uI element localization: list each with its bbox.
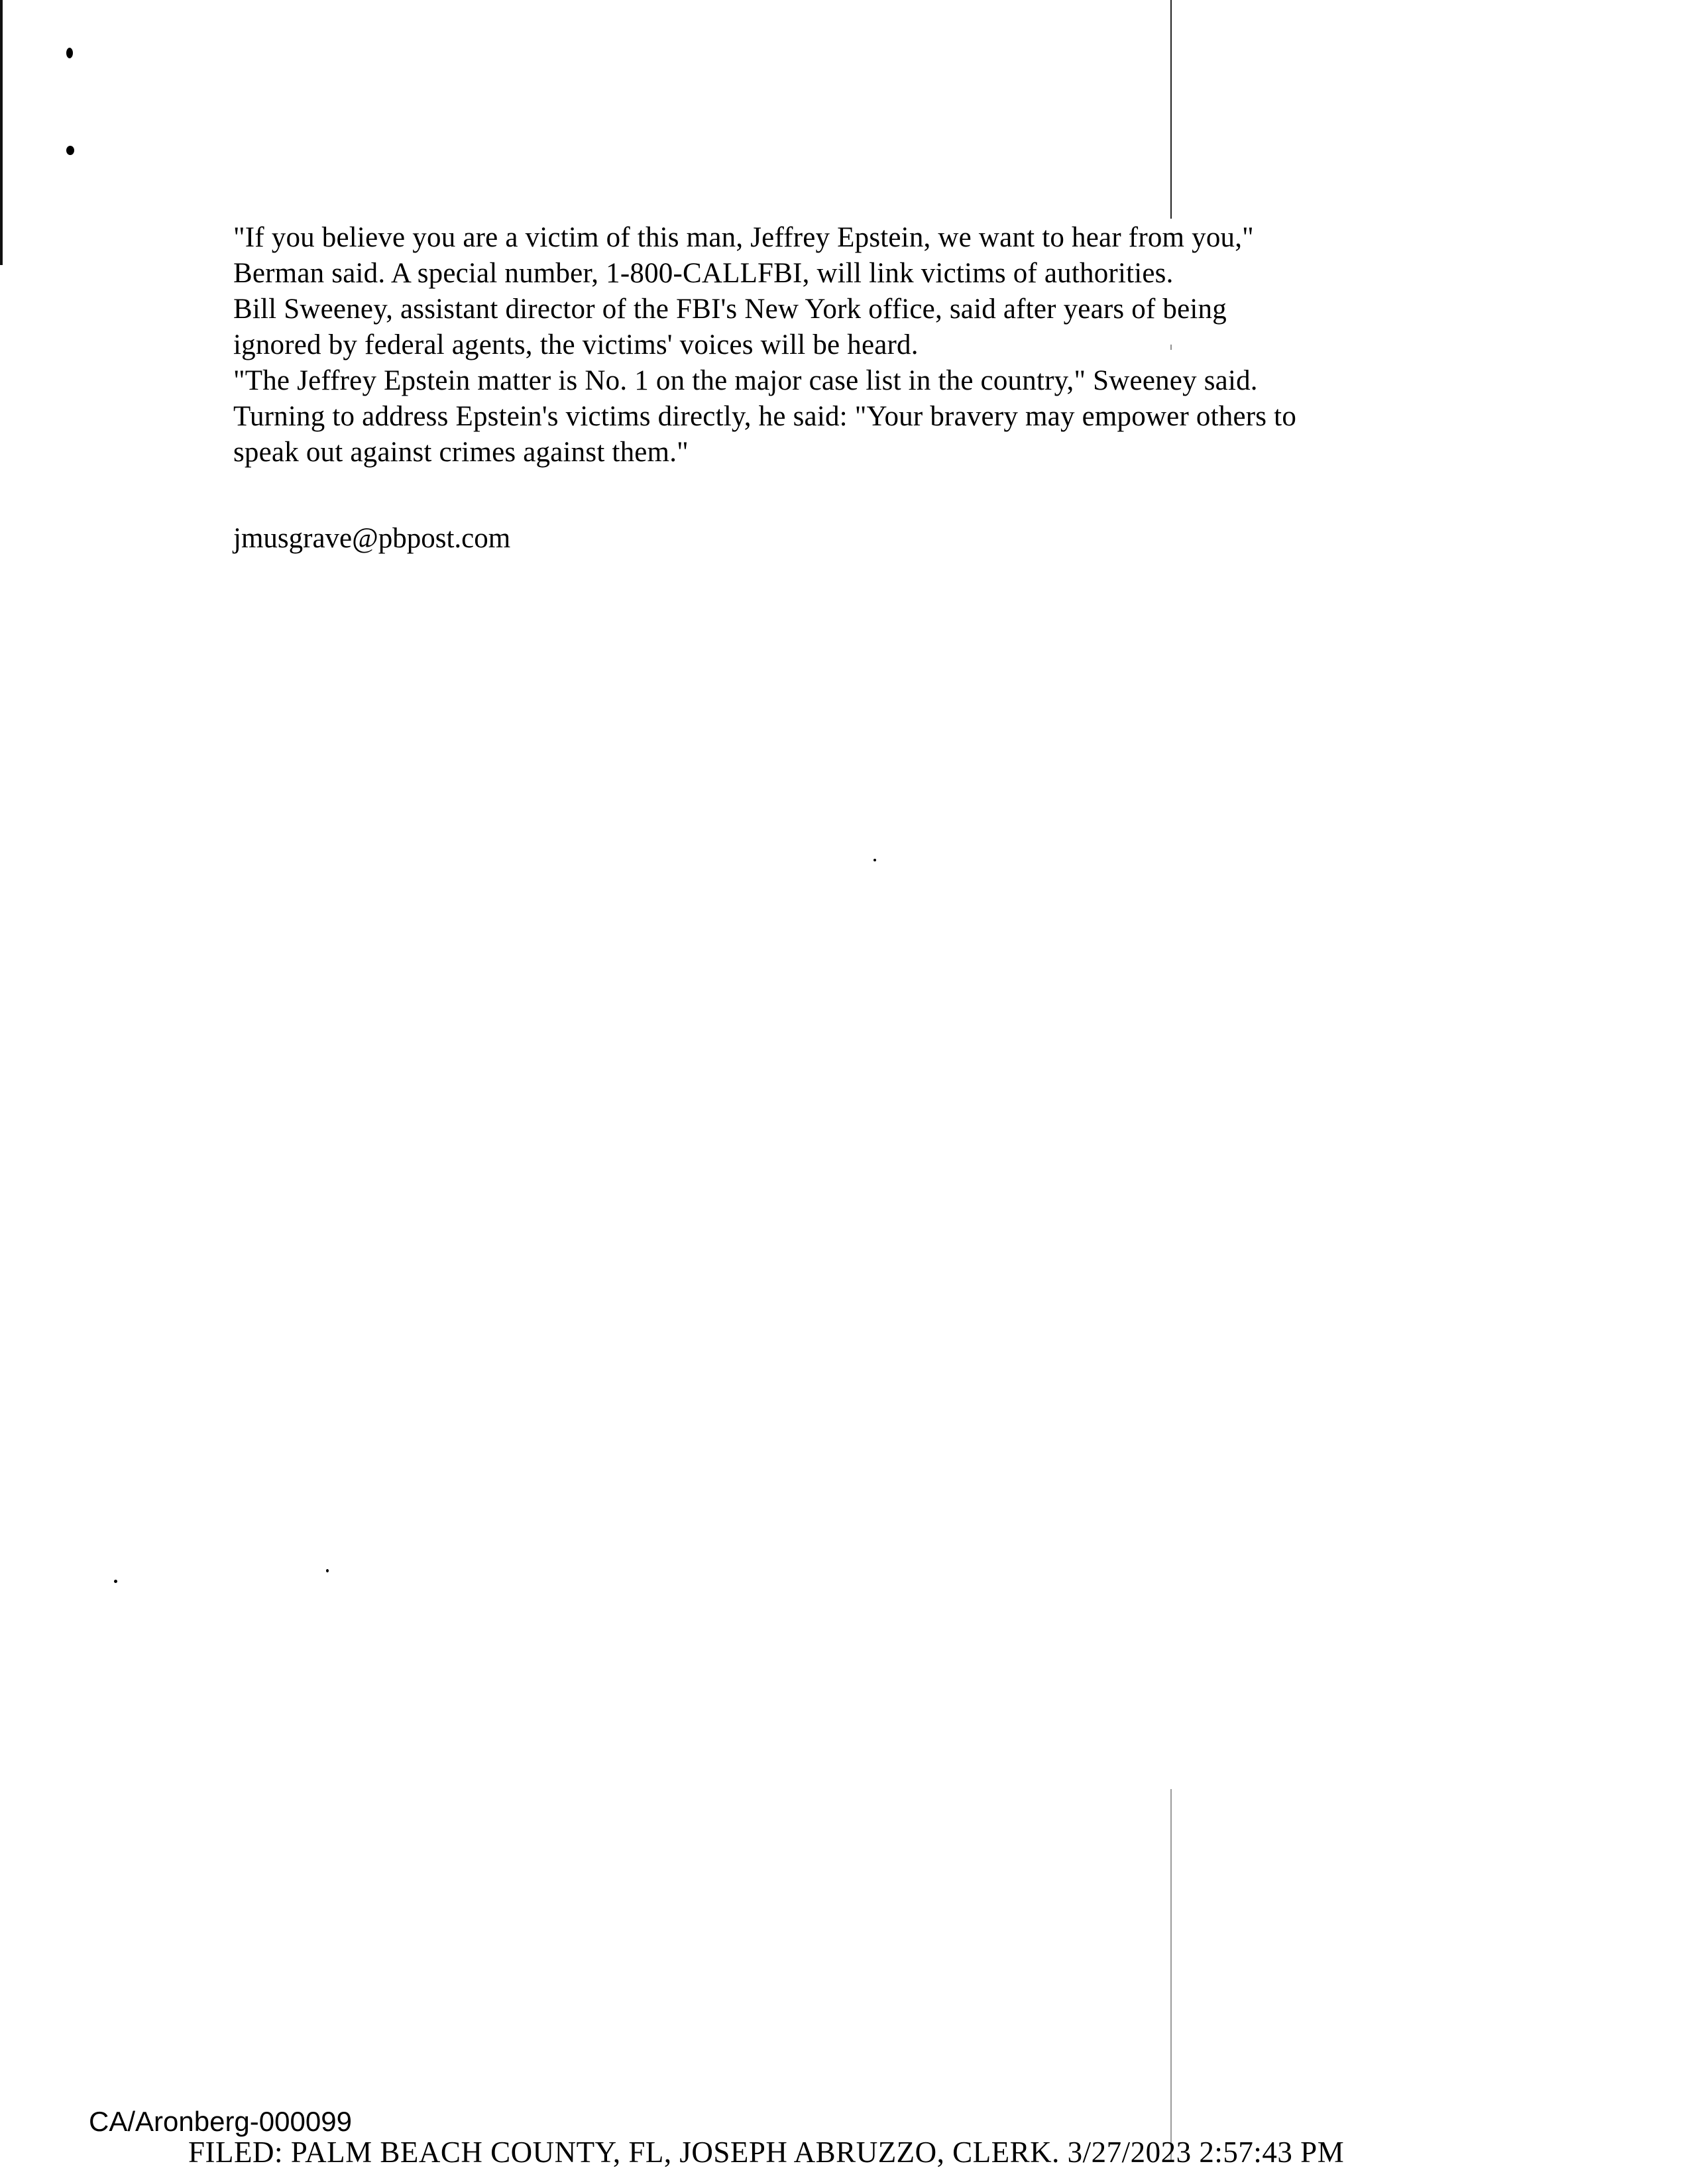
article-line: Bill Sweeney, assistant director of the FBI's New York office, said after years of being <box>233 294 1227 325</box>
scan-speck <box>873 859 876 861</box>
fold-line-lower <box>1170 1789 1172 2160</box>
filed-stamp: FILED: PALM BEACH COUNTY, FL, JOSEPH ABRUZZO, CLERK. 3/27/2023 2:57:43 PM <box>188 2136 1345 2169</box>
bates-number: CA/Aronberg-000099 <box>89 2106 352 2137</box>
article-line: Turning to address Epstein's victims directly, he said: "Your bravery may empower others to <box>233 401 1297 432</box>
article-line: speak out against crimes against them." <box>233 437 689 468</box>
scan-speck <box>66 48 73 58</box>
article-line: Berman said. A special number, 1-800-CALLFBI, will link victims of authorities. <box>233 258 1174 289</box>
article-line: "The Jeffrey Epstein matter is No. 1 on the major case list in the country," Sweeney said. <box>233 365 1258 396</box>
fold-line-top <box>1170 0 1172 219</box>
scan-speck <box>66 146 74 155</box>
article-line: ignored by federal agents, the victims' voices will be heard. <box>233 329 919 360</box>
author-email: jmusgrave@pbpost.com <box>233 523 511 554</box>
scan-speck <box>326 1569 329 1572</box>
article-line: "If you believe you are a victim of this man, Jeffrey Epstein, we want to hear from you," <box>233 222 1254 253</box>
scan-speck <box>114 1580 117 1583</box>
scan-edge-mark <box>0 0 3 265</box>
article-body <box>233 220 1532 470</box>
